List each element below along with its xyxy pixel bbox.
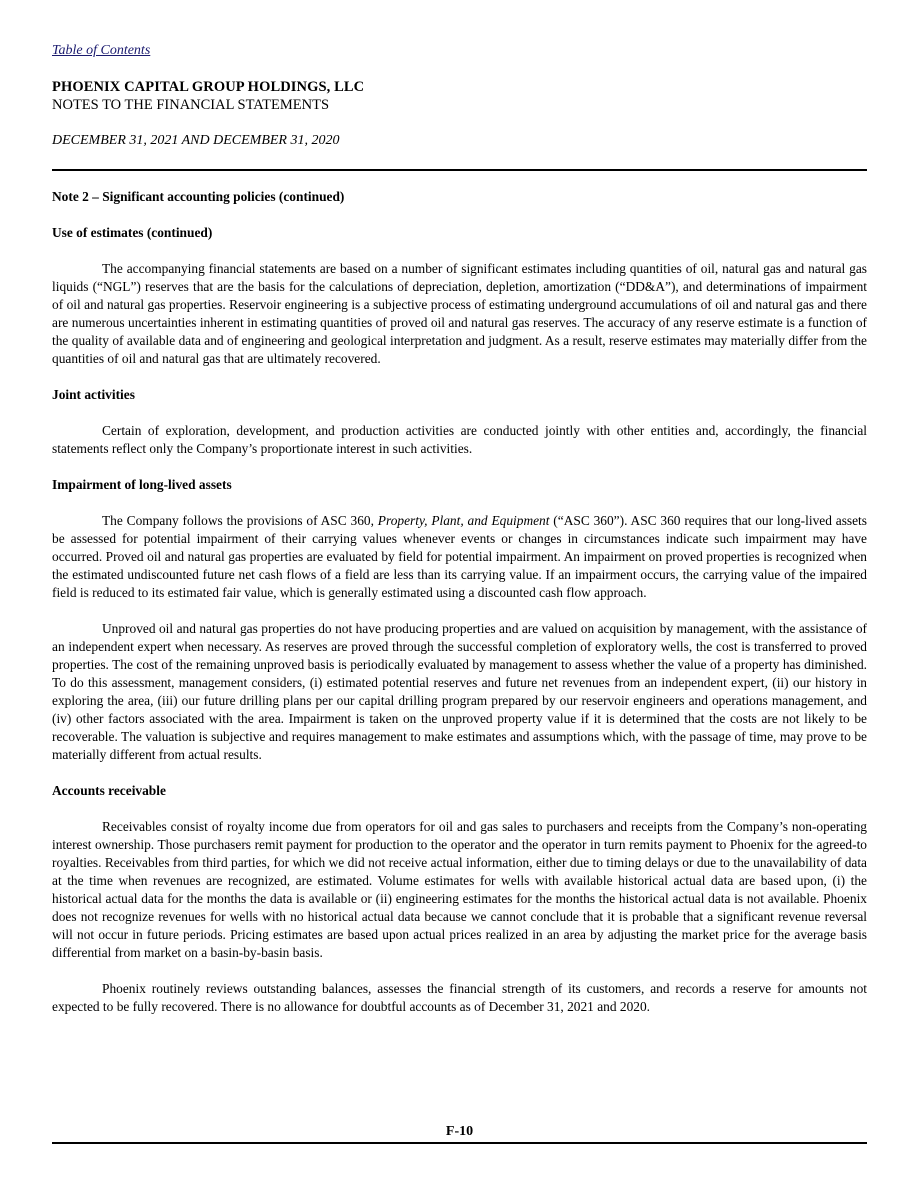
company-name: PHOENIX CAPITAL GROUP HOLDINGS, LLC <box>52 79 365 95</box>
impairment-standard-title: Property, Plant, and Equipment <box>377 513 550 528</box>
section-heading-accounts-receivable: Accounts receivable <box>52 783 166 798</box>
paragraph-receivables: Receivables consist of royalty income due from operators for oil and gas sales to purchasers and receipts from the Company’s non-operating interest ownership. Those purchasers remit payment for production to the operator and the operator in turn remits payment to Phoenix for the agreed-to royalties. Receivables from third parties, for which we did not receive actual information, either due to timing delays or due to the unavailability of data at the time when revenues are recognized, are estimated. Volume estimates for wells with available historical actual data are based upon, (i) the historical actual data for the months the data is available or (ii) engineering estimates for the months the historical actual data is not available. Phoenix does not recognize revenues for wells with no historical actual data because we cannot conclude that it is probable that a significant revenue reversal will not occur in future periods. Pricing estimates are based upon actual prices realized in an area by adjusting the market price for the average basis differential from market on a basin-by-basin basis. <box>52 819 867 960</box>
header-divider <box>52 169 867 171</box>
footer-divider <box>52 1142 867 1144</box>
impairment-text-start: The Company follows the provisions of ASC 360, <box>102 513 378 528</box>
period-dates: DECEMBER 31, 2021 AND DECEMBER 31, 2020 <box>52 133 340 148</box>
paragraph-impairment-unproved: Unproved oil and natural gas properties do not have producing properties and are valued on acquisition by management, with the assistance of an independent expert when necessary. As reserves are proved through the successful completion of exploratory wells, the cost is transferred to proved properties. The cost of the remaining unproved basis is periodically evaluated by management to assess whether the value of a property has diminished. To do this assessment, management considers, (i) estimated potential reserves and future net revenues from an independent expert, (ii) our history in exploring the area, (iii) our future drilling plans per our capital drilling program prepared by our reservoir engineers and operations management, and (iv) other factors associated with the area. Impairment is taken on the unproved property value if it is determined that the costs are not likely to be recoverable. The valuation is subjective and requires management to make estimates and assumptions which, with the passage of time, may prove to be materially different from actual results. <box>52 621 867 762</box>
paragraph-impairment-proved <box>52 512 867 602</box>
document-body <box>52 188 867 1016</box>
page-number: F-10 <box>445 1124 474 1139</box>
table-of-contents-link[interactable]: Table of Contents <box>52 43 151 58</box>
impairment-text-end: (“ASC 360”). ASC 360 requires that our long-lived assets be assessed for potential impairment of their carrying values whenever events or changes in circumstances indicate such impairment may have occurred. Proved oil and natural gas properties are evaluated by field for potential impairment. An impairment on proved properties is recognized when the estimated undiscounted future net cash flows of a field are less than its carrying value. If an impairment occurs, the carrying value of the impaired field is reduced to its estimated fair value, which is generally estimated using a discounted cash flow approach. <box>52 513 867 600</box>
section-heading-estimates: Use of estimates (continued) <box>52 225 213 240</box>
document-page <box>52 0 867 1188</box>
paragraph-joint-activities: Certain of exploration, development, and production activities are conducted jointly with other entities and, accordingly, the financial statements reflect only the Company’s proportionate interest in such activities. <box>52 423 867 456</box>
section-heading-joint-activities: Joint activities <box>52 387 135 402</box>
paragraph-estimates: The accompanying financial statements are based on a number of significant estimates including quantities of oil, natural gas and natural gas liquids (“NGL”) reserves that are the basis for the calculations of depreciation, depletion, amortization (“DD&A”), and determinations of impairment of oil and natural gas properties. Reservoir engineering is a subjective process of estimating underground accumulations of oil and natural gas and there are numerous uncertainties inherent in estimating quantities of proved oil and natural gas reserves. The accuracy of any reserve estimate is a function of the quality of available data and of engineering and geological interpretation and judgment. As a result, reserve estimates may materially differ from the quantities of oil and natural gas that are ultimately recovered. <box>52 261 867 366</box>
section-heading-impairment: Impairment of long-lived assets <box>52 477 232 492</box>
note-title: Note 2 – Significant accounting policies (continued) <box>52 189 345 204</box>
paragraph-allowance: Phoenix routinely reviews outstanding balances, assesses the financial strength of its customers, and records a reserve for amounts not expected to be fully recovered. There is no allowance for doubtful accounts as of December 31, 2021 and 2020. <box>52 981 867 1014</box>
document-subtitle: NOTES TO THE FINANCIAL STATEMENTS <box>52 97 330 113</box>
